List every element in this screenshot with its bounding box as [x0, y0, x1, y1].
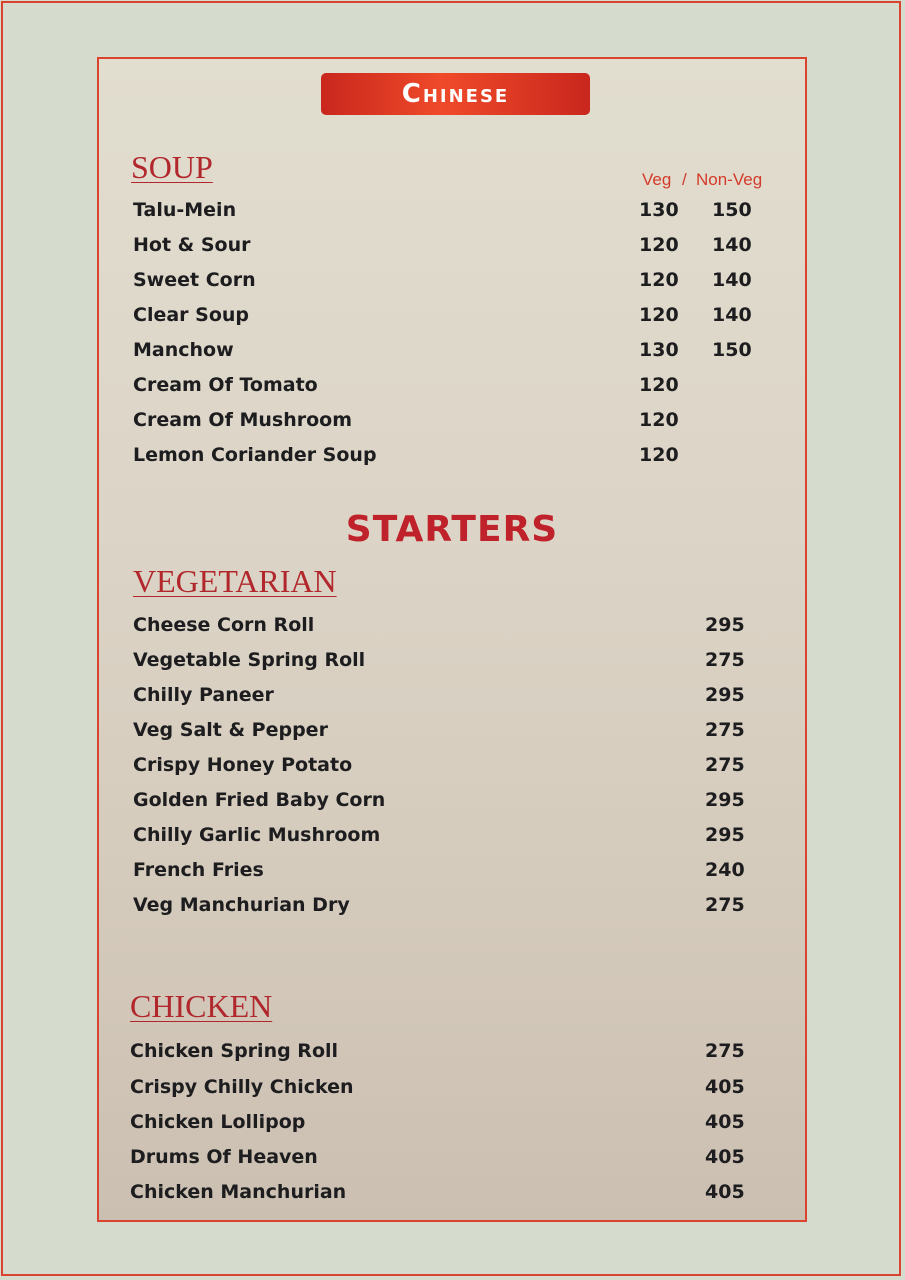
- veg-price: 120: [639, 234, 679, 256]
- item-price: 405: [705, 1181, 745, 1203]
- menu-item: [99, 1176, 805, 1208]
- soup-item: [99, 229, 805, 261]
- veg-price: 120: [639, 409, 679, 431]
- item-name: Veg Manchurian Dry: [133, 894, 350, 916]
- item-name: Chicken Lollipop: [130, 1111, 306, 1133]
- item-name: Cream Of Tomato: [133, 374, 318, 396]
- chicken-heading: CHICKEN: [130, 988, 273, 1024]
- item-name: Cream Of Mushroom: [133, 409, 353, 431]
- item-price: 275: [705, 1040, 745, 1062]
- soup-item: [99, 299, 805, 331]
- item-name: Chicken Manchurian: [130, 1181, 347, 1203]
- item-price: 275: [705, 649, 745, 671]
- menu-item: [99, 854, 805, 886]
- menu-item: [99, 609, 805, 641]
- veg-price: 120: [639, 444, 679, 466]
- item-price: 275: [705, 754, 745, 776]
- soup-item: [99, 334, 805, 366]
- menu-item: [99, 784, 805, 816]
- item-name: Cheese Corn Roll: [133, 614, 315, 636]
- item-name: Crispy Chilly Chicken: [130, 1076, 354, 1098]
- item-price: 405: [705, 1111, 745, 1133]
- menu-item: [99, 819, 805, 851]
- veg-price: 120: [639, 304, 679, 326]
- item-name: Chilly Paneer: [133, 684, 274, 706]
- item-price: 405: [705, 1146, 745, 1168]
- item-price: 275: [705, 894, 745, 916]
- cuisine-banner: Chinese: [321, 73, 590, 115]
- item-name: Golden Fried Baby Corn: [133, 789, 386, 811]
- menu-item: [99, 1141, 805, 1173]
- soup-item: [99, 404, 805, 436]
- menu-item: [99, 1071, 805, 1103]
- item-name: Crispy Honey Potato: [133, 754, 353, 776]
- menu-item: [99, 749, 805, 781]
- vegetarian-heading: VEGETARIAN: [133, 563, 337, 599]
- item-name: Lemon Coriander Soup: [133, 444, 377, 466]
- menu-item: [99, 679, 805, 711]
- item-name: Chilly Garlic Mushroom: [133, 824, 381, 846]
- item-name: French Fries: [133, 859, 264, 881]
- column-separator: /: [682, 170, 687, 189]
- veg-price: 130: [639, 199, 679, 221]
- nonveg-column-header: Non-Veg: [696, 170, 763, 189]
- soup-item: [99, 264, 805, 296]
- item-name: Sweet Corn: [133, 269, 256, 291]
- veg-price: 130: [639, 339, 679, 361]
- soup-item: [99, 194, 805, 226]
- nonveg-price: 140: [712, 304, 752, 326]
- starters-heading: STARTERS: [345, 509, 559, 550]
- item-name: Vegetable Spring Roll: [133, 649, 366, 671]
- menu-item: [99, 714, 805, 746]
- soup-heading: SOUP: [131, 149, 213, 185]
- nonveg-price: 140: [712, 269, 752, 291]
- item-name: Talu-Mein: [133, 199, 237, 221]
- menu-page: [97, 57, 807, 1222]
- item-price: 275: [705, 719, 745, 741]
- veg-column-header: Veg: [642, 170, 672, 189]
- item-name: Chicken Spring Roll: [130, 1040, 339, 1062]
- item-price: 240: [705, 859, 745, 881]
- nonveg-price: 140: [712, 234, 752, 256]
- item-name: Hot & Sour: [133, 234, 251, 256]
- nonveg-price: 150: [712, 199, 752, 221]
- menu-item: [99, 1106, 805, 1138]
- item-name: Manchow: [133, 339, 234, 361]
- item-price: 295: [705, 789, 745, 811]
- item-name: Clear Soup: [133, 304, 250, 326]
- nonveg-price: 150: [712, 339, 752, 361]
- soup-item: [99, 439, 805, 471]
- item-price: 295: [705, 824, 745, 846]
- soup-item: [99, 369, 805, 401]
- menu-item: [99, 889, 805, 921]
- menu-item: [99, 644, 805, 676]
- item-price: 295: [705, 684, 745, 706]
- item-price: 295: [705, 614, 745, 636]
- item-name: Drums Of Heaven: [130, 1146, 318, 1168]
- veg-price: 120: [639, 269, 679, 291]
- veg-price: 120: [639, 374, 679, 396]
- item-name: Veg Salt & Pepper: [133, 719, 328, 741]
- menu-item: [99, 1035, 805, 1067]
- item-price: 405: [705, 1076, 745, 1098]
